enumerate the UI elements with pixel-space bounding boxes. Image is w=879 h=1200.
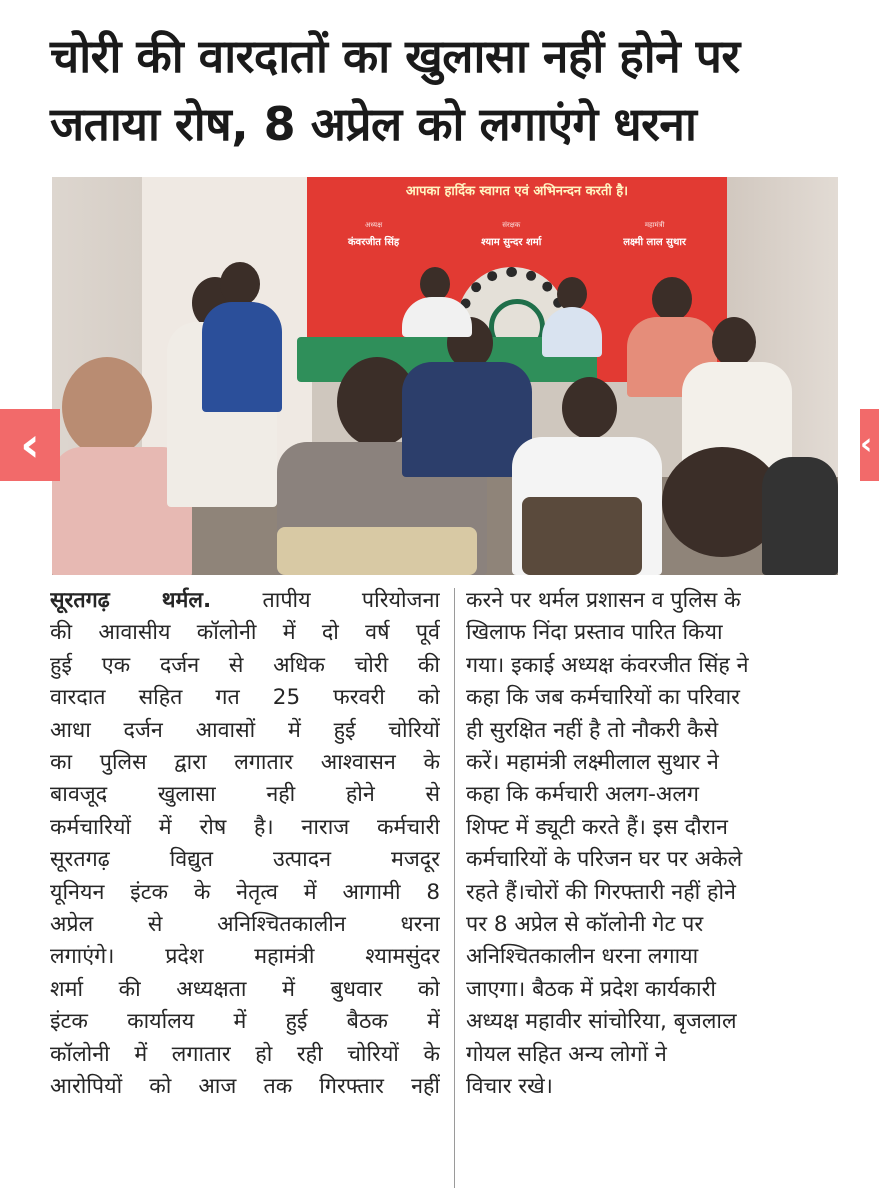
headline-line-2: जताया रोष, 8 अप्रेल को लगाएंगे धरना: [50, 97, 697, 151]
article-line: अनिश्चितकालीन धरना लगाया: [466, 944, 699, 970]
article-line: कहा कि जब कर्मचारियों का परिवार: [466, 685, 740, 711]
article-line: करने पर थर्मल प्रशासन व पुलिस के: [466, 588, 741, 613]
photo-person: [542, 277, 602, 357]
article-line: बावजूद खुलासा नही होने से: [50, 782, 440, 808]
article-line: विचार रखे।: [466, 1074, 553, 1100]
article-line: खिलाफ निंदा प्रस्ताव पारित किया: [466, 620, 723, 646]
article-line: अप्रेल से अनिश्चितकालीन धरना: [50, 912, 440, 938]
banner-role-2: संरक्षक: [502, 221, 521, 229]
article-text: तापीय परियोजना: [211, 588, 440, 613]
headline-line-1: चोरी की वारदातों का खुलासा नहीं होने पर: [50, 29, 740, 83]
article-line: कर्मचारियों में रोष है। नाराज कर्मचारी: [50, 814, 440, 840]
photo-person: [642, 447, 838, 575]
article-line: वारदात सहित गत 25 फरवरी को: [50, 685, 440, 711]
article-line: सूरतगढ़ विद्युत उत्पादन मजदूर: [50, 847, 440, 873]
article-column-2: [466, 585, 879, 1104]
photo-person: [402, 267, 472, 337]
article-line: शर्मा की अध्यक्षता में बुधवार को: [50, 976, 440, 1002]
banner-role-1: अध्यक्ष: [365, 221, 383, 229]
article-line: कॉलोनी में लगातार हो रही चोरियों के: [50, 1041, 440, 1067]
article-line: करें। महामंत्री लक्ष्मीलाल सुथार ने: [466, 750, 719, 776]
article-line: जाएगा। बैठक में प्रदेश कार्यकारी: [466, 976, 716, 1002]
dateline: सूरतगढ़ थर्मल.: [50, 588, 212, 613]
article-line: यूनियन इंटक के नेतृत्व में आगामी 8: [50, 879, 440, 905]
chevron-right-icon: ‹: [860, 427, 873, 462]
banner-name-3: [623, 221, 686, 248]
headline: [50, 22, 850, 158]
article-line: इंटक कार्यालय में हुई बैठक में: [50, 1009, 440, 1035]
article-line: का पुलिस द्वारा लगातार आश्वासन के: [50, 750, 440, 776]
article-line: आरोपियों को आज तक गिरफ्तार नहीं: [50, 1074, 440, 1100]
news-photo: [52, 177, 838, 575]
previous-arrow-button[interactable]: [0, 409, 60, 481]
article-column-1: [50, 585, 440, 1104]
article-line: अध्यक्ष महावीर सांचोरिया, बृजलाल: [466, 1009, 737, 1035]
photo-person: [682, 317, 792, 467]
article-line: पर 8 अप्रेल से कॉलोनी गेट पर: [466, 912, 704, 938]
banner-person-2: श्याम सुन्दर शर्मा: [481, 237, 542, 248]
article-line: शिफ्ट में ड्यूटी करते हैं। इस दौरान: [466, 814, 728, 840]
chevron-left-icon: ‹: [20, 417, 40, 473]
article-line: गोयल सहित अन्य लोगों ने: [466, 1041, 667, 1067]
column-divider: [454, 588, 455, 1188]
article-line: कर्मचारियों के परिजन घर पर अकेले: [466, 847, 743, 873]
article-line: लगाएंगे। प्रदेश महामंत्री श्यामसुंदर: [50, 944, 440, 970]
banner-role-3: महामंत्री: [644, 221, 665, 229]
article-line: गया। इकाई अध्यक्ष कंवरजीत सिंह ने: [466, 652, 749, 678]
photo-person: [202, 262, 282, 412]
banner-names: [307, 221, 727, 248]
photo-chair: [522, 497, 642, 575]
banner-name-1: [348, 221, 399, 248]
article-line: हुई एक दर्जन से अधिक चोरी की: [50, 652, 440, 678]
banner-welcome-text: आपका हार्दिक स्वागत एवं अभिनन्दन करती है।: [405, 184, 629, 199]
banner-person-1: कंवरजीत सिंह: [347, 237, 400, 248]
article-line: कहा कि कर्मचारी अलग-अलग: [466, 782, 700, 808]
article-line: [50, 585, 440, 617]
article-line: आधा दर्जन आवासों में हुई चोरियों: [50, 717, 440, 743]
banner-name-2: [481, 221, 541, 248]
banner-person-3: लक्ष्मी लाल सुथार: [623, 237, 687, 248]
photo-chair: [277, 527, 477, 575]
next-arrow-button[interactable]: [860, 409, 879, 481]
article-line: ही सुरक्षित नहीं है तो नौकरी कैसे: [466, 717, 719, 743]
article-line: रहते हैं।चोरों की गिरफ्तारी नहीं होने: [466, 879, 736, 905]
article-line: की आवासीय कॉलोनी में दो वर्ष पूर्व: [50, 620, 440, 646]
